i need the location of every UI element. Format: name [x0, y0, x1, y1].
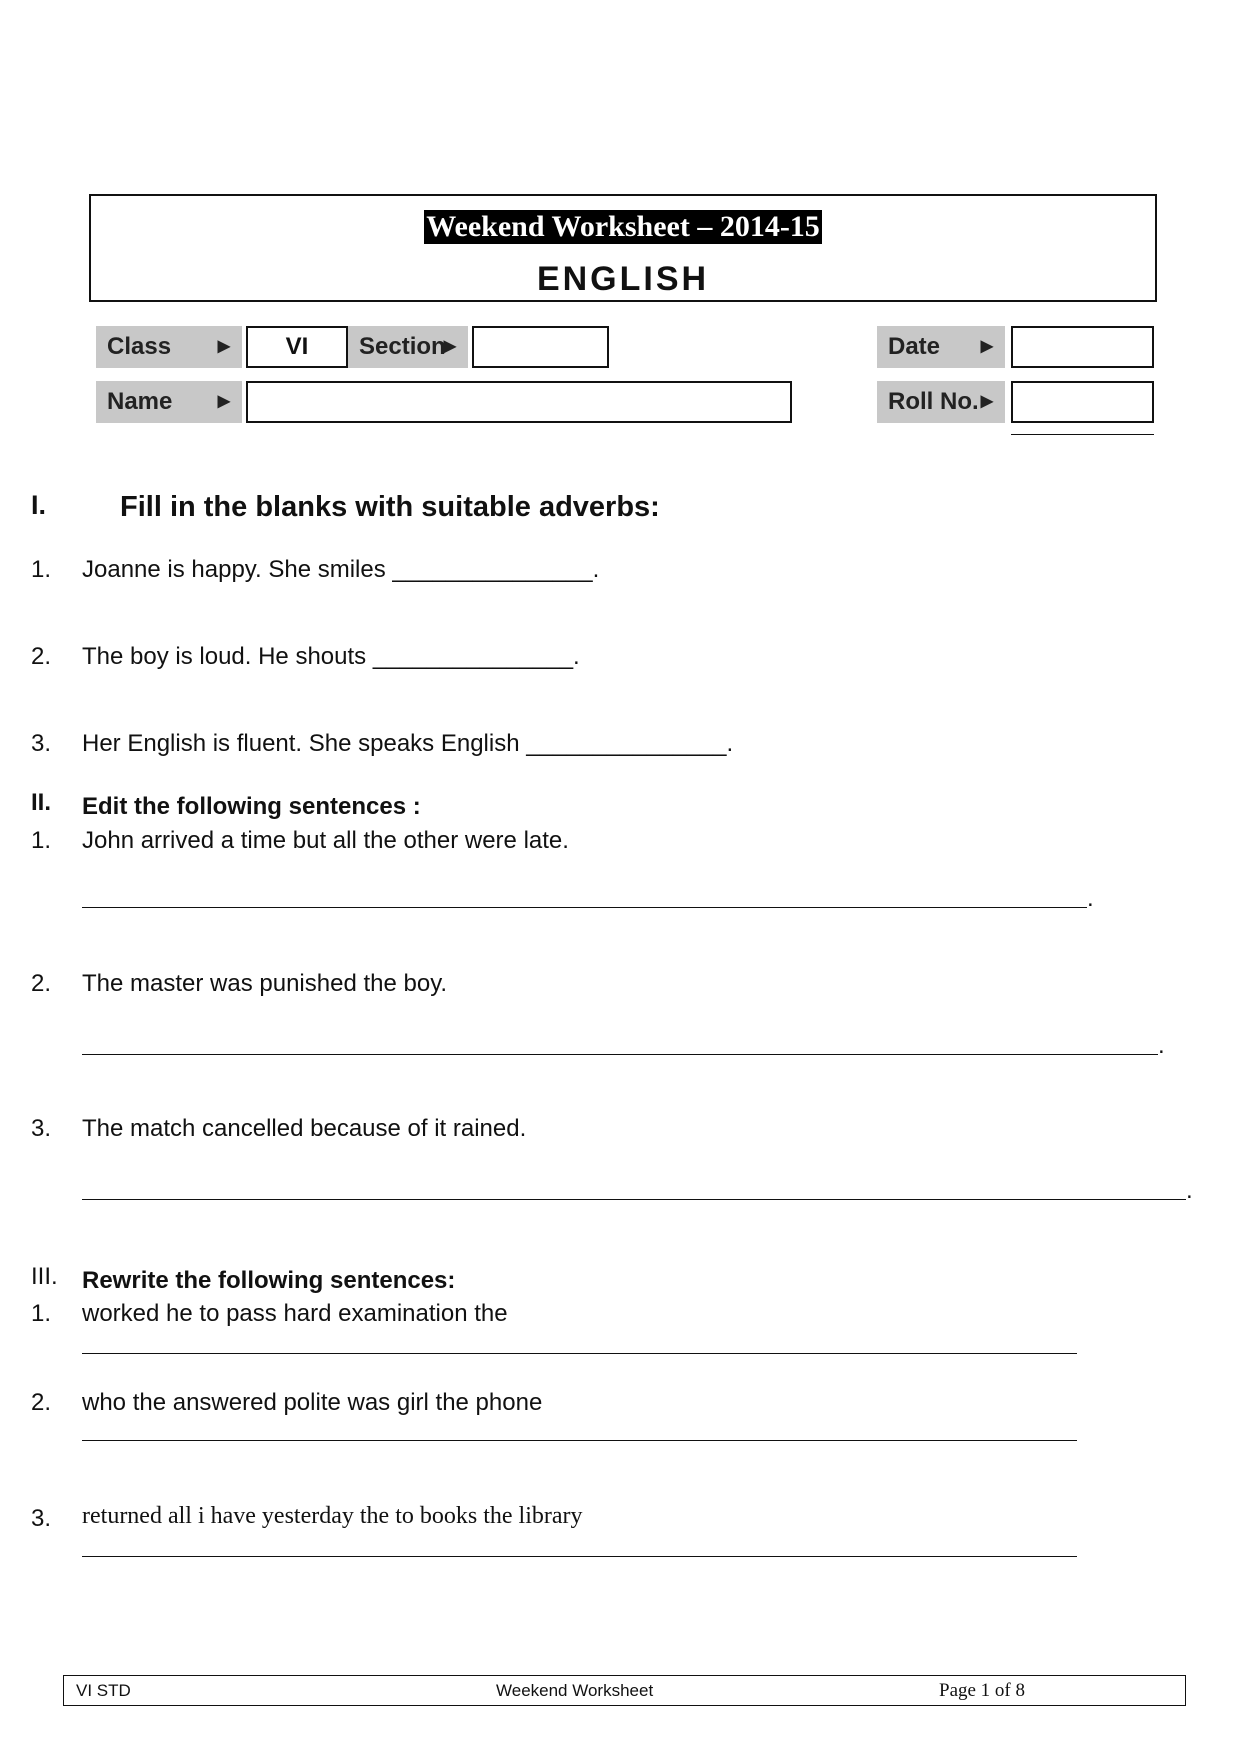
- footer-title: Weekend Worksheet: [496, 1681, 654, 1700]
- worksheet-title-text: Weekend Worksheet – 2014-15: [426, 210, 820, 243]
- worksheet-title: [91, 210, 1155, 244]
- section-1-heading: Fill in the blanks with suitable adverbs:: [120, 491, 660, 523]
- worksheet-header: [89, 194, 1157, 302]
- answer-line[interactable]: [82, 1556, 1077, 1557]
- question-number: 3.: [31, 730, 52, 757]
- question-number: 1.: [31, 556, 52, 583]
- question-text: The master was punished the boy.: [82, 970, 448, 997]
- page-footer: [63, 1675, 1186, 1706]
- section-2-number: II.: [31, 789, 52, 816]
- answer-period: .: [1087, 885, 1094, 912]
- question-number: 2.: [31, 643, 52, 670]
- class-field[interactable]: VI: [246, 326, 348, 368]
- section-3-number: III.: [31, 1263, 58, 1290]
- question-number: 3.: [31, 1505, 52, 1532]
- answer-line[interactable]: [82, 907, 1087, 908]
- question-text: returned all i have yesterday the to books the library: [82, 1503, 583, 1529]
- arrow-right-icon: ▶: [217, 338, 230, 355]
- section-label-text: Section: [359, 333, 446, 360]
- answer-line[interactable]: [82, 1353, 1077, 1354]
- question-number: 2.: [31, 1389, 52, 1416]
- class-label-text: Class: [107, 333, 172, 360]
- subject-title: ENGLISH: [536, 260, 710, 298]
- footer-page-number: Page 1 of 8: [939, 1680, 1026, 1701]
- answer-line[interactable]: [82, 1199, 1186, 1200]
- footer-class: VI STD: [76, 1681, 131, 1700]
- roll-no-field[interactable]: [1011, 381, 1154, 423]
- date-label: [877, 326, 1005, 368]
- question-number: 1.: [31, 827, 52, 854]
- question-text: John arrived a time but all the other were late.: [82, 827, 569, 854]
- answer-line[interactable]: [82, 1440, 1077, 1441]
- answer-period: .: [1186, 1177, 1193, 1204]
- section-field[interactable]: [472, 326, 609, 368]
- arrow-right-icon: ▶: [980, 338, 993, 355]
- arrow-right-icon: ▶: [980, 393, 993, 410]
- answer-period: .: [1158, 1032, 1165, 1059]
- class-label: [96, 326, 242, 368]
- question-number: 1.: [31, 1300, 52, 1327]
- name-field[interactable]: [246, 381, 792, 423]
- roll-no-underline: [1011, 434, 1154, 435]
- answer-line[interactable]: [82, 1054, 1158, 1055]
- question-text: The match cancelled because of it rained.: [82, 1115, 527, 1142]
- roll-no-label: [877, 381, 1005, 423]
- question-text: Joanne is happy. She smiles _______________.: [82, 556, 600, 583]
- question-text: Her English is fluent. She speaks English _______________.: [82, 730, 734, 757]
- section-2-heading: Edit the following sentences :: [82, 793, 421, 820]
- name-label: [96, 381, 242, 423]
- question-text: The boy is loud. He shouts _______________.: [82, 643, 580, 670]
- section-1-number: I.: [31, 490, 47, 520]
- question-number: 2.: [31, 970, 52, 997]
- arrow-right-icon: ▶: [217, 393, 230, 410]
- roll-no-label-text: Roll No.: [888, 388, 979, 415]
- section-3-heading: Rewrite the following sentences:: [82, 1267, 456, 1294]
- question-text: who the answered polite was girl the phone: [82, 1389, 543, 1416]
- name-label-text: Name: [107, 388, 173, 415]
- date-label-text: Date: [888, 333, 941, 360]
- section-label: [348, 326, 468, 368]
- question-text: worked he to pass hard examination the: [82, 1300, 508, 1327]
- arrow-right-icon: ▶: [443, 338, 456, 355]
- date-field[interactable]: [1011, 326, 1154, 368]
- question-number: 3.: [31, 1115, 52, 1142]
